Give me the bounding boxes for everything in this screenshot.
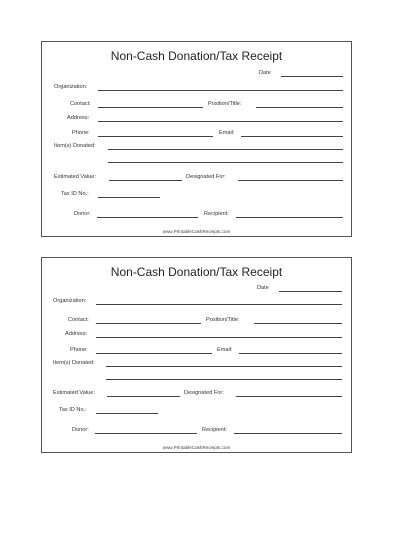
items-donated-label: Item(s) Donated:: [54, 143, 96, 149]
organization-label: Organization:: [54, 84, 88, 90]
position-title-field[interactable]: [254, 323, 342, 324]
donor-field[interactable]: [97, 217, 198, 218]
date-label: Date: [259, 70, 271, 76]
phone-field[interactable]: [96, 353, 212, 354]
receipt-form: [41, 257, 352, 453]
website-footer: www.PrintableCashReceipts.com: [162, 229, 231, 234]
donor-field[interactable]: [95, 433, 197, 434]
receipt-form: [41, 41, 352, 237]
estimated-value-label: Estimated Value:: [54, 174, 96, 180]
email-field[interactable]: [241, 136, 343, 137]
contact-label: Contact:: [68, 317, 89, 323]
donor-label: Donor:: [72, 427, 89, 433]
tax-id-label: Tax ID No.:: [59, 407, 87, 413]
receipt-title: Non-Cash Donation/Tax Receipt: [110, 49, 283, 63]
contact-field[interactable]: [98, 107, 203, 108]
address-field[interactable]: [96, 337, 342, 338]
phone-field[interactable]: [98, 136, 213, 137]
email-label: Email:: [217, 347, 233, 353]
phone-label: Phone:: [72, 130, 90, 136]
estimated-value-label: Estimated Value:: [53, 390, 95, 396]
estimated-value-field[interactable]: [109, 180, 182, 181]
date-field[interactable]: [281, 76, 343, 77]
position-title-label: Position/Title:: [206, 317, 240, 323]
website-footer: www.PrintableCashReceipts.com: [162, 445, 231, 450]
designated-for-label: Designated For:: [186, 174, 226, 180]
position-title-field[interactable]: [256, 107, 343, 108]
items-donated-field-line-1[interactable]: [106, 366, 342, 367]
items-donated-field-line-2[interactable]: [108, 162, 343, 163]
tax-id-field[interactable]: [96, 413, 158, 414]
estimated-value-field[interactable]: [107, 396, 180, 397]
designated-for-label: Designated For:: [184, 390, 224, 396]
donor-label: Donor:: [74, 211, 91, 217]
phone-label: Phone:: [70, 347, 88, 353]
designated-for-field[interactable]: [238, 180, 343, 181]
address-label: Address:: [65, 331, 88, 337]
recipient-label: Recipient:: [202, 427, 227, 433]
organization-field[interactable]: [98, 90, 343, 91]
designated-for-field[interactable]: [236, 396, 342, 397]
receipt-title: Non-Cash Donation/Tax Receipt: [110, 265, 283, 279]
contact-label: Contact:: [70, 101, 91, 107]
position-title-label: Position/Title:: [208, 101, 242, 107]
organization-label: Organization:: [53, 298, 87, 304]
recipient-field[interactable]: [234, 433, 342, 434]
items-donated-field-line-1[interactable]: [108, 149, 343, 150]
recipient-label: Recipient:: [204, 211, 229, 217]
email-field[interactable]: [239, 353, 342, 354]
items-donated-field-line-2[interactable]: [106, 379, 342, 380]
date-label: Date: [257, 285, 269, 291]
email-label: Email:: [219, 130, 235, 136]
recipient-field[interactable]: [236, 217, 343, 218]
date-field[interactable]: [279, 291, 342, 292]
address-field[interactable]: [98, 121, 343, 122]
address-label: Address:: [67, 115, 90, 121]
items-donated-label: Item(s) Donated:: [53, 360, 95, 366]
tax-id-field[interactable]: [98, 197, 160, 198]
organization-field[interactable]: [96, 304, 342, 305]
tax-id-label: Tax ID No.:: [61, 191, 89, 197]
contact-field[interactable]: [96, 323, 201, 324]
